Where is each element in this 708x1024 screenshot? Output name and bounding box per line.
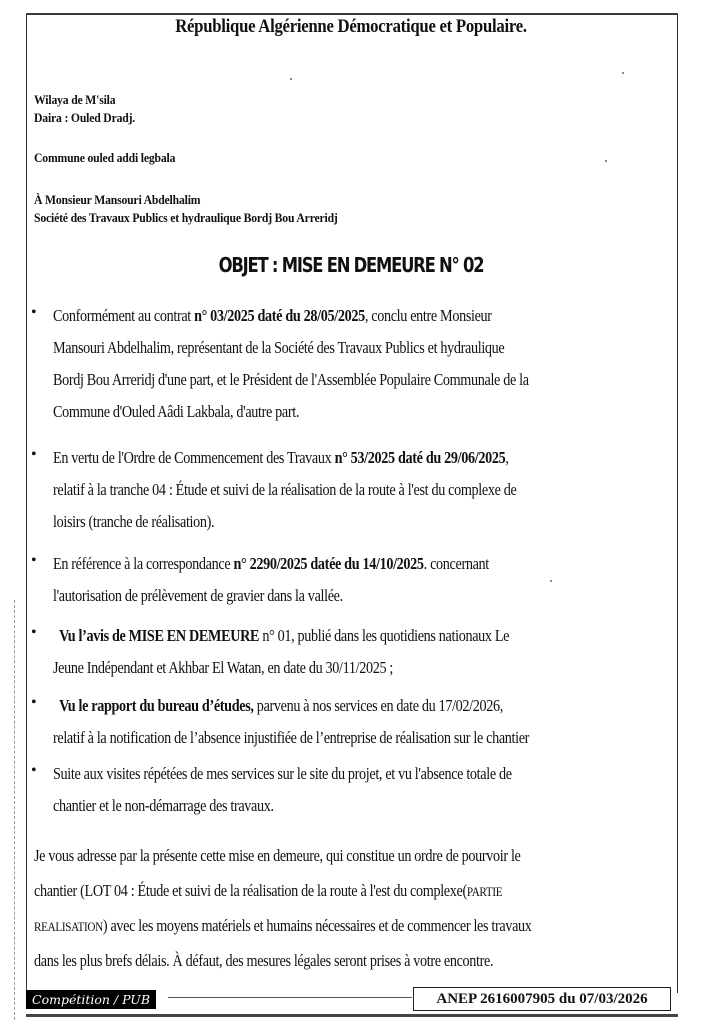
subject-heading: OBJET : MISE EN DEMEURE N° 02 [218,253,484,277]
closing-text: chantier (LOT 04 : Étude et suivi de la réalisation de la route à l'est du complexe( [34,881,467,900]
bullet-text: loisirs (tranche de réalisation). [53,512,215,531]
bottom-rule [26,1014,678,1017]
recipient-name: À Monsieur Mansouri Abdelhalim [34,192,201,207]
bullet-text: l'autorisation de prélèvement de gravier dans la vallée. [53,586,343,605]
bullet-line [53,690,595,722]
bullet-text: Conformément au contrat [53,306,195,325]
bullet-text: . concernant [423,554,489,573]
bullet-line [53,442,595,474]
bullet-line [53,396,595,428]
bullet-text: En référence à la correspondance [53,554,234,573]
scan-speck [550,580,552,582]
bullet-text: relatif à la notification de l’absence injustifiée de l’entreprise de réalisation sur le chantier [53,728,530,747]
bullet-line [53,474,595,506]
bullet-line [53,364,595,396]
bullet-marker: • [31,446,37,463]
closing-smallcaps: REALISATION [34,919,103,934]
closing-line: Je vous adresse par la présente cette mise en demeure, qui constitue un ordre de pourvoir le [34,846,521,865]
bullet-paragraph [53,758,595,822]
bullet-line [53,652,595,684]
anep-reference: ANEP 2616007905 du 07/03/2026 [413,987,671,1011]
bullet-line [53,758,595,790]
bullet-line [53,300,595,332]
bullet-text: parvenu à nos services en date du 17/02/2026, [253,696,503,715]
bullet-marker: • [31,624,37,641]
bullet-marker: • [31,304,37,321]
bullet-text: relatif à la tranche 04 : Étude et suivi de la réalisation de la route à l'est du complexe de [53,480,517,499]
daira-line: Daira : Ouled Dradj. [34,110,136,125]
bullet-bold-text: Vu le rapport du bureau d’études, [53,696,254,715]
bullet-text: n° 01, publié dans les quotidiens nationaux Le [259,626,510,645]
bullet-paragraph [53,300,595,428]
bullet-marker: • [31,694,37,711]
competition-pub-label: Compétition / PUB [26,990,156,1009]
bullet-bold-text: n° 2290/2025 datée du 14/10/2025 [233,554,424,573]
closing-text: ) avec les moyens matériels et humains nécessaires et de commencer les travaux [102,916,532,935]
bullet-text: En vertu de l'Ordre de Commencement des Travaux [53,448,335,467]
bullet-line [53,332,595,364]
bullet-line [53,506,595,538]
bullet-line [53,620,595,652]
bullet-text: Bordj Bou Arreridj d'une part, et le Président de l'Assemblée Populaire Communale de la [53,370,529,389]
closing-line: dans les plus brefs délais. À défaut, des mesures légales seront prises à votre encontre. [34,951,494,970]
bullet-text: Mansouri Abdelhalim, représentant de la Société des Travaux Publics et hydraulique [53,338,505,357]
bullet-text: Commune d'Ouled Aâdi Lakbala, d'autre part. [53,402,300,421]
bullet-line [53,790,595,822]
bullet-marker: • [31,762,37,779]
scan-artifact-dashes [14,600,16,1020]
bullet-line [53,548,595,580]
bullet-bold-text: n° 53/2025 daté du 29/06/2025 [334,448,506,467]
commune-line: Commune ouled addi legbala [34,150,176,165]
footer-rule [168,997,412,998]
bullet-bold-text: Vu l’avis de MISE EN DEMEURE [53,626,260,645]
bullet-paragraph [53,620,595,684]
bullet-line [53,580,595,612]
bullet-paragraph [53,442,595,538]
bullet-text: , [505,448,509,467]
closing-smallcaps: PARTIE [466,884,503,899]
closing-paragraph [34,838,619,978]
wilaya-line: Wilaya de M'sila [34,92,116,107]
closing-line [34,873,619,908]
scan-speck [290,78,292,80]
document-title: République Algérienne Démocratique et Populaire. [175,16,527,37]
recipient-company: Société des Travaux Publics et hydraulique Bordj Bou Arreridj [34,210,338,225]
bullet-paragraph [53,548,595,612]
bullet-text: Suite aux visites répétées de mes services sur le site du projet, et vu l'absence totale de [53,764,512,783]
bullet-paragraph [53,690,595,754]
bullet-bold-text: n° 03/2025 daté du 28/05/2025 [194,306,365,325]
closing-line [34,908,619,943]
bullet-text: Jeune Indépendant et Akhbar El Watan, en date du 30/11/2025 ; [53,658,394,677]
bullet-marker: • [31,552,37,569]
scan-speck [622,72,624,74]
bullet-line [53,722,595,754]
scan-speck [605,160,607,162]
bullet-text: , conclu entre Monsieur [364,306,492,325]
bullet-text: chantier et le non-démarrage des travaux. [53,796,274,815]
